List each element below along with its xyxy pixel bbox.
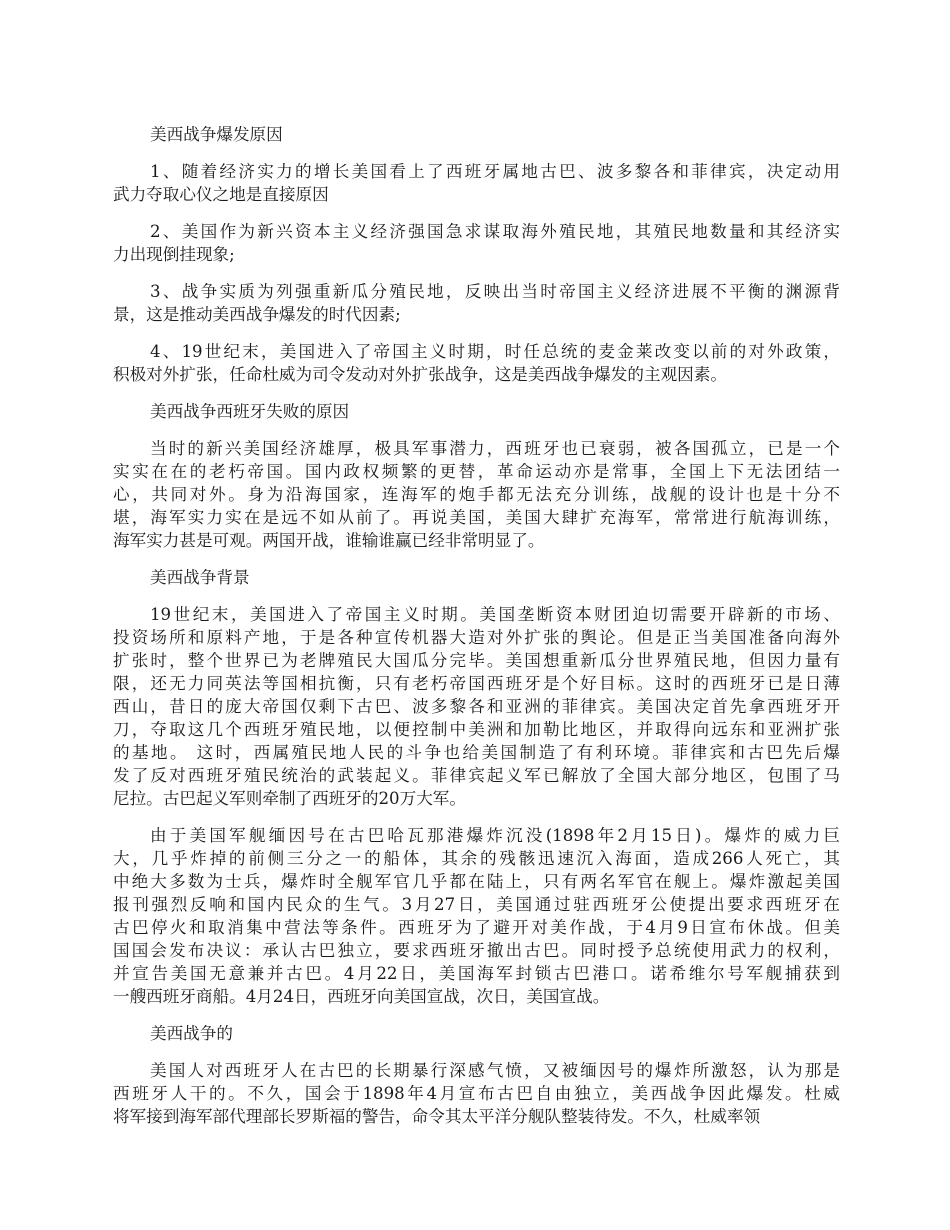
text-line: 将军接到海军部代理部长罗斯福的警告，命令其太平洋分舰队整装待发。不久，杜威率领 — [113, 1107, 761, 1126]
text-line: 实实在在的老朽帝国。国内政权频繁的更替，革命运动亦是常事，全国上下无法团结一 — [113, 462, 840, 481]
text-line: 并宣告美国无意兼并古巴。4月22日，美国海军封锁古巴港口。诺希维尔号军舰捕获到 — [113, 964, 840, 983]
text-line: 海军实力甚是可观。两国开战，谁输谁赢已经非常明显了。 — [113, 531, 545, 550]
paragraph — [113, 160, 840, 206]
section-heading: 美西战争西班牙失败的原因 — [150, 402, 350, 421]
paragraph — [113, 603, 840, 810]
text-line: 心，共同对外。身为沿海国家，连海军的炮手都无法充分训练，战舰的设计也是十分不 — [113, 485, 840, 504]
text-line: 发了反对西班牙殖民统治的武装起义。菲律宾起义军已解放了全国大部分地区，包围了马 — [113, 766, 840, 785]
section-heading: 美西战争爆发原因 — [150, 125, 283, 144]
text-line: 报刊强烈反响和国内民众的生气。3月27日，美国通过驻西班牙公使提出要求西班牙在 — [113, 895, 840, 914]
text-line: 国国会发布决议：承认古巴独立，要求西班牙撤出古巴。同时授予总统使用武力的权利， — [113, 941, 840, 960]
text-line: 西班牙人干的。不久，国会于1898年4月宣布古巴自由独立，美西战争因此爆发。杜威 — [113, 1084, 840, 1103]
section-heading: 美西战争背景 — [150, 568, 250, 587]
text-line: 2、美国作为新兴资本主义经济强国急求谋取海外殖民地，其殖民地数量和其经济实 — [150, 222, 840, 241]
text-line: 当时的新兴美国经济雄厚，极具军事潜力，西班牙也已衰弱，被各国孤立，已是一个 — [150, 439, 840, 458]
text-line: 的基地。 这时，西属殖民地人民的斗争也给美国制造了有利环境。菲律宾和古巴先后爆 — [113, 743, 840, 762]
text-line: 中绝大多数为士兵，爆炸时全舰军官几乎都在陆上，只有两名军官在舰上。爆炸激起美国 — [113, 872, 840, 891]
paragraph — [113, 437, 840, 552]
paragraph — [113, 280, 840, 326]
text-line: 古巴停火和取消集中营法等条件。西班牙为了避开对美作战，于4月9日宣布休战。但美 — [113, 918, 840, 937]
text-line: 堪，海军实力实在是远不如从前了。再说美国，美国大肆扩充海军，常常进行航海训练， — [113, 508, 840, 527]
text-line: 西山，昔日的庞大帝国仅剩下古巴、波多黎各和亚洲的菲律宾。美国决定首先拿西班牙开 — [113, 697, 840, 716]
text-line: 1、随着经济实力的增长美国看上了西班牙属地古巴、波多黎各和菲律宾，决定动用 — [150, 162, 840, 181]
text-line: 积极对外扩张，任命杜威为司令发动对外扩张战争，这是美西战争爆发的主观因素。 — [113, 365, 727, 384]
text-line: 美国人对西班牙人在古巴的长期暴行深感气愤，又被缅因号的爆炸所激怒，认为那是 — [150, 1061, 840, 1080]
text-line: 4、19世纪末，美国进入了帝国主义时期，时任总统的麦金莱改变以前的对外政策， — [150, 342, 840, 361]
text-line: 3、战争实质为列强重新瓜分殖民地，反映出当时帝国主义经济进展不平衡的渊源背 — [150, 282, 840, 301]
paragraph — [113, 220, 840, 266]
text-line: 扩张时，整个世界已为老牌殖民大国瓜分完毕。美国想重新瓜分世界殖民地，但因力量有 — [113, 651, 840, 670]
text-line: 限，还无力同英法等国相抗衡，只有老朽帝国西班牙是个好目标。这时的西班牙已是日薄 — [113, 674, 840, 693]
text-line: 大，几乎炸掉的前侧三分之一的船体，其余的残骸迅速沉入海面，造成266人死亡，其 — [113, 849, 840, 868]
text-line: 尼拉。古巴起义军则牵制了西班牙的20万大军。 — [113, 789, 466, 808]
text-line: 19世纪末，美国进入了帝国主义时期。美国垄断资本财团迫切需要开辟新的市场、 — [150, 605, 840, 624]
text-line: 刀，夺取这几个西班牙殖民地，以便控制中美洲和加勒比地区，并取得向远东和亚洲扩张 — [113, 720, 840, 739]
section-heading: 美西战争的 — [150, 1024, 233, 1043]
text-line: 投资场所和原料产地，于是各种宣传机器大造对外扩张的舆论。但是正当美国准备向海外 — [113, 628, 840, 647]
paragraph — [113, 824, 840, 1008]
text-line: 力出现倒挂现象; — [113, 245, 235, 264]
text-line: 武力夺取心仪之地是直接原因 — [113, 185, 329, 204]
paragraph — [113, 340, 840, 386]
paragraph — [113, 1059, 840, 1128]
text-line: 一艘西班牙商船。4月24日，西班牙向美国宣战，次日，美国宣战。 — [113, 987, 610, 1006]
text-line: 景，这是推动美西战争爆发的时代因素; — [113, 305, 401, 324]
text-line: 由于美国军舰缅因号在古巴哈瓦那港爆炸沉没(1898年2月15日)。爆炸的威力巨 — [150, 826, 840, 845]
document-body — [113, 123, 840, 1142]
